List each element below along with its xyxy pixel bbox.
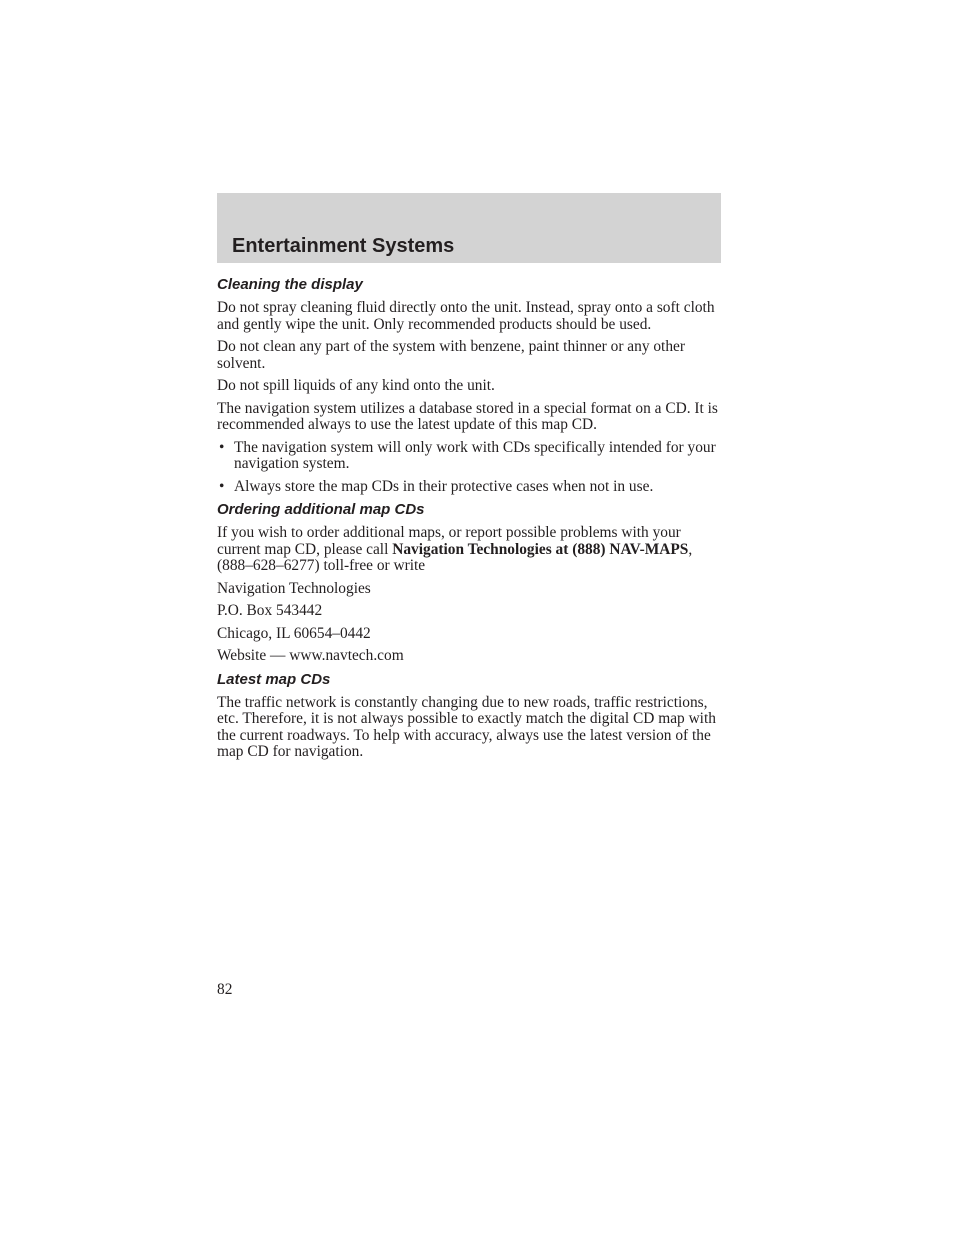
paragraph: Do not spray cleaning fluid directly onto the unit. Instead, spray onto a soft cloth and gently wipe the unit. Only recommended products should be used. bbox=[217, 299, 715, 333]
list-item bbox=[217, 440, 721, 473]
page-title: Entertainment Systems bbox=[232, 235, 455, 257]
paragraph: Do not spill liquids of any kind onto the unit. bbox=[217, 377, 495, 394]
list-item-text: The navigation system will only work with CDs specifically intended for your navigation system. bbox=[234, 438, 716, 472]
subheading-cleaning-display: Cleaning the display bbox=[217, 276, 363, 293]
subheading-latest-map-cds: Latest map CDs bbox=[217, 670, 331, 688]
address-po-box: P.O. Box 543442 bbox=[217, 602, 323, 619]
paragraph: The traffic network is constantly changing due to new roads, traffic restrictions, etc. Therefore, it is not always possible to exactly match the digital CD map with the current roadways. To help with accuracy, always use the latest version of the map CD for navigation. bbox=[217, 693, 716, 760]
page-number: 82 bbox=[217, 981, 233, 998]
section-header-band bbox=[217, 193, 721, 263]
paragraph: Do not clean any part of the system with benzene, paint thinner or any other solvent. bbox=[217, 338, 685, 372]
bullet-icon: • bbox=[219, 438, 225, 456]
list-item bbox=[217, 479, 721, 496]
address-website: Website — www.navtech.com bbox=[217, 647, 404, 664]
subheading-ordering-map-cds: Ordering additional map CDs bbox=[217, 501, 425, 518]
order-text-before: If you wish to order additional maps, or report possible problems with your current map CD, please call bbox=[217, 524, 681, 558]
list-item-text: Always store the map CDs in their protective cases when not in use. bbox=[234, 477, 654, 495]
bullet-list bbox=[217, 440, 721, 496]
address-city: Chicago, IL 60654–0442 bbox=[217, 624, 371, 642]
order-paragraph bbox=[217, 525, 721, 575]
order-phone-bold: Navigation Technologies at (888) NAV-MAPS bbox=[392, 540, 689, 558]
page-content bbox=[217, 276, 721, 767]
bullet-icon: • bbox=[219, 477, 225, 495]
address-company: Navigation Technologies bbox=[217, 579, 371, 597]
order-text-after: , (888–628–6277) toll-free or write bbox=[217, 540, 693, 574]
paragraph: The navigation system utilizes a database stored in a special format on a CD. It is recommended always to use the latest update of this map CD. bbox=[217, 399, 718, 433]
